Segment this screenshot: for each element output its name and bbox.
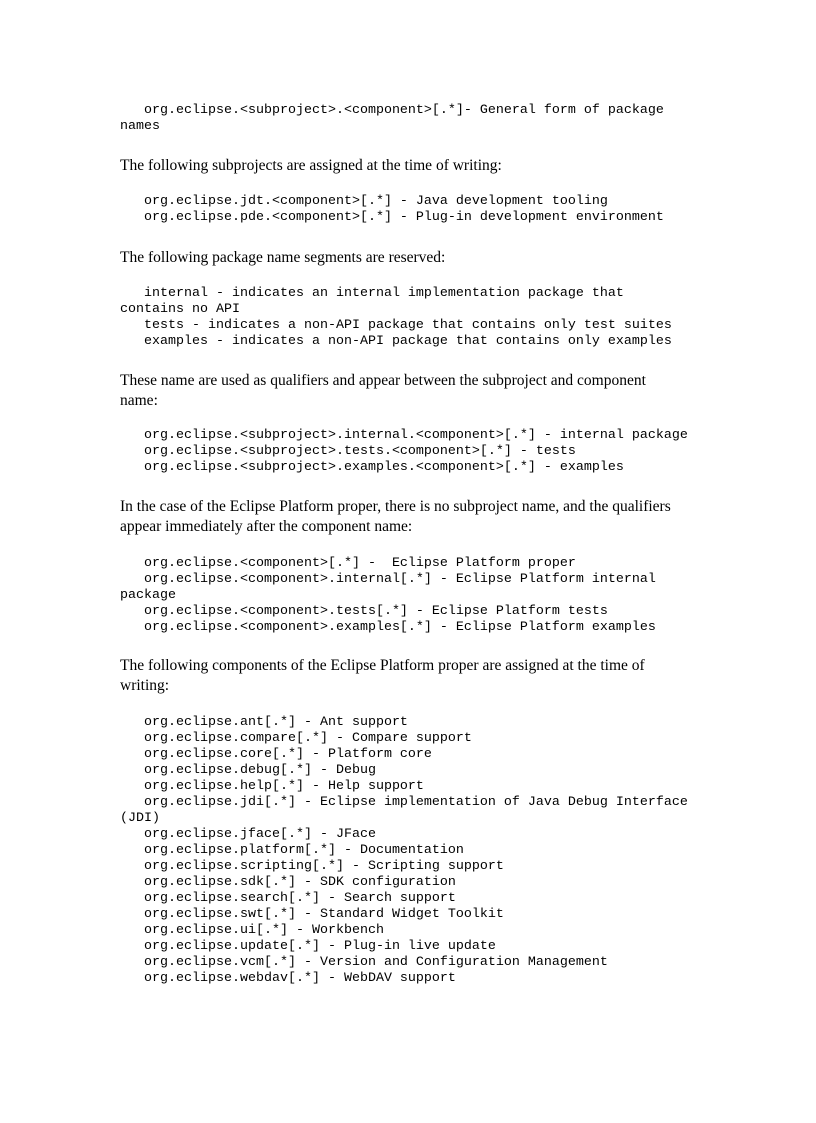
code-block-platform-packages (120, 556, 656, 636)
paragraph-subprojects: The following subprojects are assigned at the time of writing: (120, 157, 502, 174)
code-line: contains no API (120, 302, 240, 317)
code-line: org.eclipse.scripting[.*] - Scripting support (120, 859, 504, 874)
code-block-reserved-segments (120, 286, 672, 350)
code-line: examples - indicates a non-API package that contains only examples (120, 334, 672, 349)
code-line: org.eclipse.ant[.*] - Ant support (120, 715, 408, 730)
code-line: (JDI) (120, 811, 160, 826)
code-line: org.eclipse.<subproject>.internal.<component>[.*] - internal package (120, 428, 688, 443)
paragraph-reserved-segments: The following package name segments are reserved: (120, 249, 446, 266)
code-block-package-form (120, 103, 664, 135)
paragraph-qualifiers: These name are used as qualifiers and appear between the subproject and component name: (120, 372, 646, 409)
code-line: org.eclipse.search[.*] - Search support (120, 891, 456, 906)
code-line: org.eclipse.swt[.*] - Standard Widget Toolkit (120, 907, 504, 922)
code-line: org.eclipse.compare[.*] - Compare support (120, 731, 472, 746)
code-line: org.eclipse.<subproject>.examples.<component>[.*] - examples (120, 460, 624, 475)
code-line: org.eclipse.<subproject>.tests.<component>[.*] - tests (120, 444, 576, 459)
code-line: names (120, 119, 160, 134)
code-line: org.eclipse.<component>[.*] - Eclipse Platform proper (120, 556, 576, 571)
code-block-qualified-packages (120, 428, 688, 476)
code-block-platform-components (120, 715, 688, 987)
code-line: internal - indicates an internal implementation package that (120, 286, 624, 301)
code-line: org.eclipse.<component>.examples[.*] - Eclipse Platform examples (120, 620, 656, 635)
code-line: org.eclipse.jface[.*] - JFace (120, 827, 376, 842)
code-line: org.eclipse.pde.<component>[.*] - Plug-in development environment (120, 210, 664, 225)
code-line: org.eclipse.ui[.*] - Workbench (120, 923, 384, 938)
code-line: org.eclipse.platform[.*] - Documentation (120, 843, 464, 858)
code-line: org.eclipse.sdk[.*] - SDK configuration (120, 875, 456, 890)
code-line: package (120, 588, 176, 603)
code-line: org.eclipse.debug[.*] - Debug (120, 763, 376, 778)
code-line: org.eclipse.<component>.tests[.*] - Eclipse Platform tests (120, 604, 608, 619)
code-line: org.eclipse.jdi[.*] - Eclipse implementation of Java Debug Interface (120, 795, 688, 810)
paragraph-platform-components: The following components of the Eclipse Platform proper are assigned at the time of writing: (120, 657, 645, 694)
code-line: org.eclipse.<component>.internal[.*] - Eclipse Platform internal (120, 572, 656, 587)
code-line: org.eclipse.webdav[.*] - WebDAV support (120, 971, 456, 986)
code-block-subprojects (120, 194, 664, 226)
code-line: org.eclipse.core[.*] - Platform core (120, 747, 432, 762)
code-line: org.eclipse.vcm[.*] - Version and Configuration Management (120, 955, 608, 970)
code-line: tests - indicates a non-API package that contains only test suites (120, 318, 672, 333)
code-line: org.eclipse.help[.*] - Help support (120, 779, 424, 794)
code-line: org.eclipse.jdt.<component>[.*] - Java development tooling (120, 194, 608, 209)
code-line: org.eclipse.update[.*] - Plug-in live update (120, 939, 496, 954)
paragraph-platform-proper: In the case of the Eclipse Platform proper, there is no subproject name, and the qualifiers appear immediately after the component name: (120, 498, 671, 535)
code-line: org.eclipse.<subproject>.<component>[.*]- General form of package (120, 103, 664, 118)
